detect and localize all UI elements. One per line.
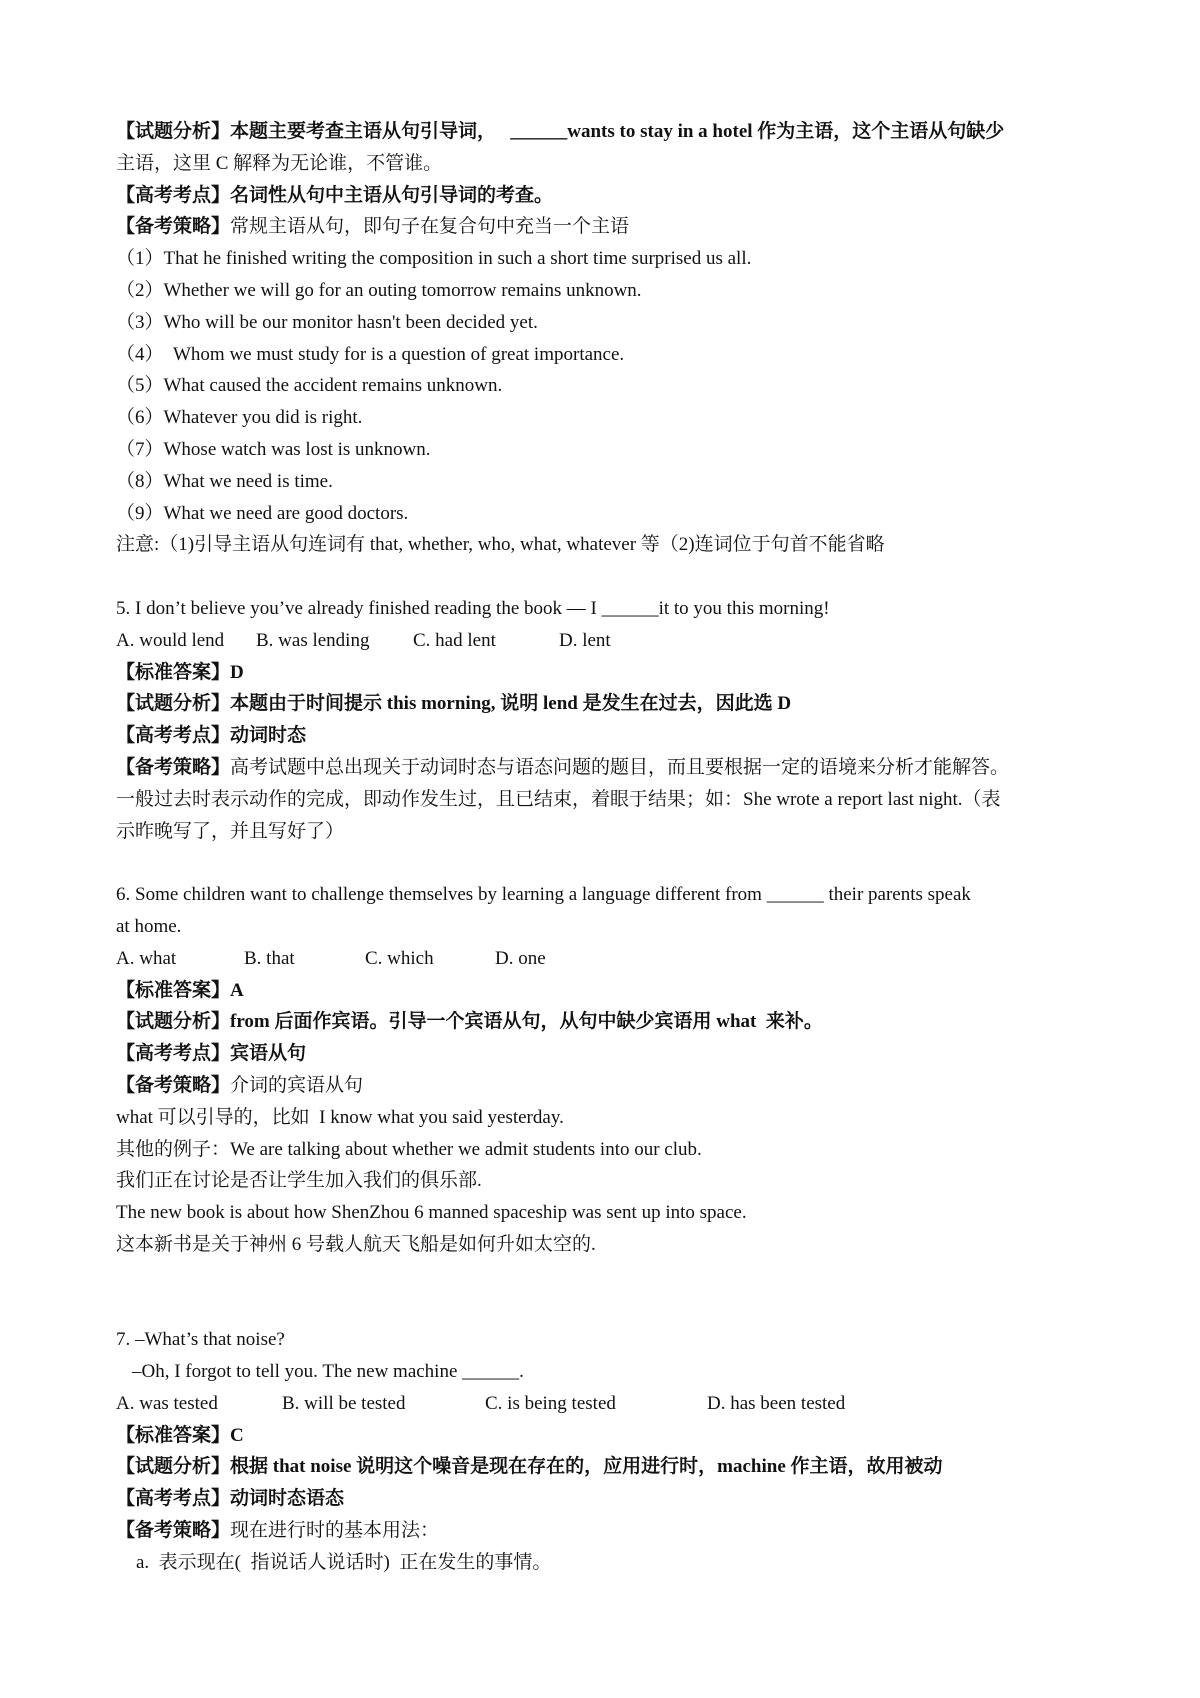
document-content [116, 116, 1096, 1579]
q5-analysis [116, 688, 1096, 720]
answer-value: C [230, 1424, 244, 1446]
strategy-text: 高考试题中总出现关于动词时态与语态问题的题目，而且要根据一定的语境来分析才能解答。 [230, 756, 1010, 778]
answer-tag: 【标准答案】 [116, 661, 231, 683]
q5-answer [116, 657, 1096, 689]
example-sentence: （9）What we need are good doctors. [116, 502, 409, 524]
example-sentence: （3）Who will be our monitor hasn't been decided yet. [116, 311, 538, 333]
q5-options [116, 625, 1096, 657]
point-tag: 【高考考点】 [116, 725, 231, 747]
q7-answer [116, 1420, 1096, 1452]
point-tag: 【高考考点】 [116, 184, 231, 206]
q6-strategy-line: The new book is about how ShenZhou 6 manned spaceship was sent up into space. [116, 1202, 747, 1224]
analysis-tag: 【试题分析】 [116, 1011, 231, 1033]
q7-question-cont: –Oh, I forgot to tell you. The new machine ______. [132, 1361, 524, 1383]
q6-strategy-line: 其他的例子：We are talking about whether we admit students into our club. [116, 1138, 702, 1160]
option: B. that [244, 947, 295, 969]
q6-question: 6. Some children want to challenge themselves by learning a language different from ______ their parents speak [116, 884, 971, 906]
option: C. is being tested [485, 1392, 616, 1414]
example-sentence: （8）What we need is time. [116, 470, 333, 492]
example-sentence: （2）Whether we will go for an outing tomorrow remains unknown. [116, 279, 642, 301]
option: C. which [365, 947, 434, 969]
option: A. would lend [116, 629, 225, 651]
q6-strategy-line: what 可以引导的，比如 I know what you said yesterday. [116, 1106, 564, 1128]
q7-exam-point [116, 1483, 1096, 1515]
q5-strategy-line: 示昨晚写了，并且写好了） [116, 820, 345, 842]
example-sentence: （1）That he finished writing the composition in such a short time surprised us all. [116, 248, 752, 270]
analysis-tag: 【试题分析】 [116, 693, 231, 715]
strategy-tag: 【备考策略】 [116, 216, 231, 238]
answer-tag: 【标准答案】 [116, 1424, 231, 1446]
q5-strategy-line: 一般过去时表示动作的完成，即动作发生过，且已结束，着眼于结果；如：She wrote a report last night.（表 [116, 788, 1001, 810]
answer-value: D [230, 661, 244, 683]
point-text: 动词时态语态 [230, 1488, 345, 1510]
q6-strategy-line: 我们正在讨论是否让学生加入我们的俱乐部. [116, 1170, 482, 1192]
strategy-text: 现在进行时的基本用法： [230, 1520, 440, 1542]
note: 注意:（1)引导主语从句连词有 that, whether, who, what, whatever 等（2)连词位于句首不能省略 [116, 534, 885, 556]
strategy-tag: 【备考策略】 [116, 756, 231, 778]
example-sentence: （7）Whose watch was lost is unknown. [116, 438, 431, 460]
q6-analysis [116, 1006, 1096, 1038]
analysis-text: 本题由于时间提示 this morning, 说明 lend 是发生在过去，因此选 D [230, 693, 792, 715]
point-text: 动词时态 [230, 725, 307, 747]
analysis-text: 本题主要考查主语从句引导词， ______wants to stay in a hotel 作为主语，这个主语从句缺少 [230, 121, 1005, 142]
q5-strategy [116, 752, 1096, 784]
analysis-tag: 【试题分析】 [116, 1456, 231, 1478]
option: B. will be tested [282, 1392, 406, 1414]
prev-exam-point [116, 180, 1096, 212]
point-tag: 【高考考点】 [116, 1488, 231, 1510]
q7-options [116, 1388, 1096, 1420]
example-sentence: （6）Whatever you did is right. [116, 407, 363, 429]
q6-options [116, 943, 1096, 975]
q6-answer [116, 975, 1096, 1007]
answer-value: A [230, 979, 244, 1001]
q7-strategy [116, 1515, 1096, 1547]
example-sentence: （4） Whom we must study for is a question of great importance. [116, 343, 625, 365]
analysis-tag: 【试题分析】 [116, 121, 231, 142]
q7-question: 7. –What’s that noise? [116, 1329, 285, 1351]
option: D. one [495, 947, 546, 969]
answer-tag: 【标准答案】 [116, 979, 231, 1001]
prev-analysis-continued: 主语，这里 C 解释为无论谁，不管谁。 [116, 152, 443, 174]
q5-question: 5. I don’t believe you’ve already finished reading the book — I ______it to you this morning! [116, 597, 830, 619]
strategy-tag: 【备考策略】 [116, 1520, 231, 1542]
q6-strategy-line: 这本新书是关于神州 6 号载人航天飞船是如何升如太空的. [116, 1233, 596, 1255]
option: A. was tested [116, 1392, 218, 1414]
q6-exam-point [116, 1038, 1096, 1070]
example-sentence: （5）What caused the accident remains unknown. [116, 375, 503, 397]
option: A. what [116, 947, 177, 969]
option: D. has been tested [707, 1392, 846, 1414]
q7-item-a: a. 表示现在( 指说话人说话时) 正在发生的事情。 [136, 1551, 552, 1573]
strategy-text: 常规主语从句，即句子在复合句中充当一个主语 [230, 216, 630, 238]
strategy-text: 介词的宾语从句 [230, 1074, 364, 1096]
point-text: 名词性从句中主语从句引导词的考查。 [230, 184, 554, 206]
strategy-tag: 【备考策略】 [116, 1074, 231, 1096]
q5-exam-point [116, 720, 1096, 752]
q6-strategy [116, 1070, 1096, 1102]
option: D. lent [559, 629, 611, 651]
analysis-text: 根据 that noise 说明这个噪音是现在存在的，应用进行时，machine 作主语，故用被动 [230, 1456, 943, 1478]
point-tag: 【高考考点】 [116, 1043, 231, 1065]
q7-analysis [116, 1451, 1096, 1483]
option: C. had lent [413, 629, 496, 651]
q6-question-cont: at home. [116, 915, 182, 937]
prev-strategy [116, 211, 1096, 243]
option: B. was lending [256, 629, 370, 651]
analysis-text: from 后面作宾语。引导一个宾语从句，从句中缺少宾语用 what 来补。 [230, 1011, 823, 1033]
prev-analysis [116, 116, 1096, 148]
point-text: 宾语从句 [230, 1043, 307, 1065]
